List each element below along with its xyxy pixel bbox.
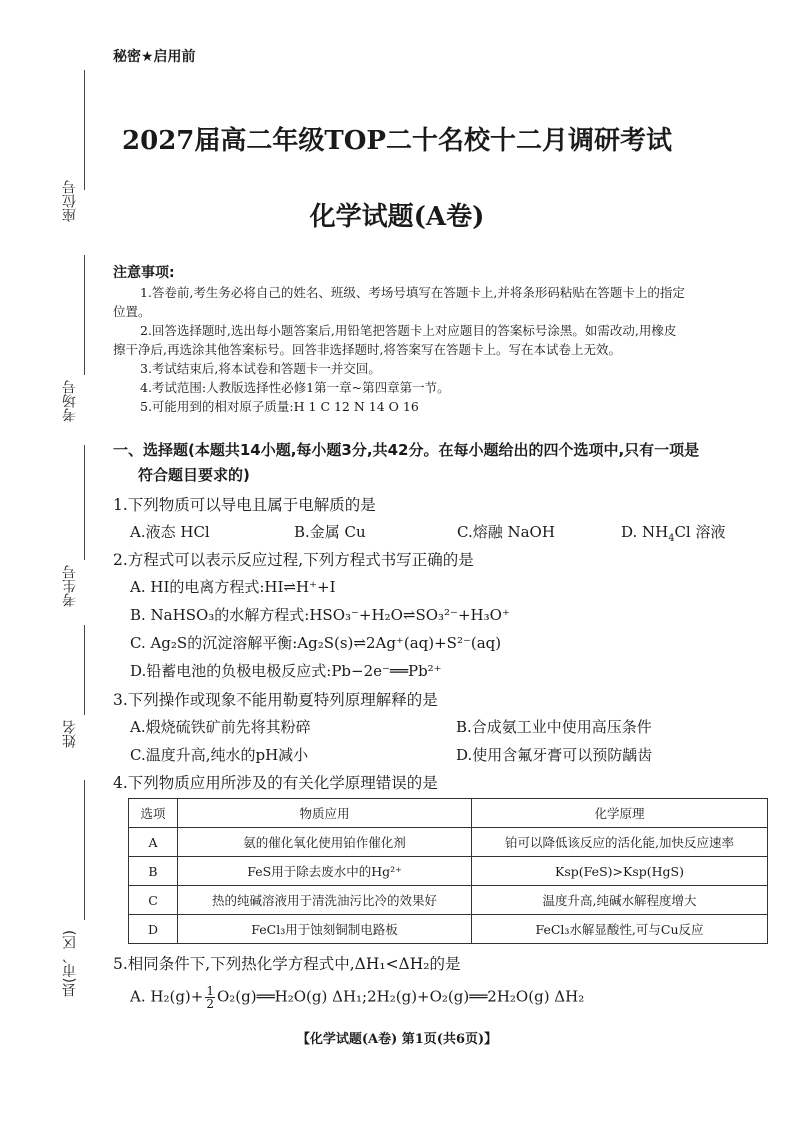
table-cell: 温度升高,纯碱水解程度增大: [472, 886, 768, 915]
q2-option-c: C. Ag₂S的沉淀溶解平衡:Ag₂S(s)⇌2Ag⁺(aq)+S²⁻(aq): [130, 634, 502, 652]
county-label: 县(市、区): [62, 930, 78, 997]
paper-title: 化学试题(A卷): [309, 202, 485, 232]
q1-option-c: C.熔融 NaOH: [457, 523, 555, 541]
q1-option-b: B.金属 Cu: [294, 523, 366, 541]
table-cell: D: [129, 915, 178, 944]
notice-heading: 注意事项:: [113, 265, 175, 281]
q1-option-d: D. $NH_4Cl$ 溶液: [621, 523, 726, 544]
binding-line: [84, 780, 85, 920]
q2-option-d: D.铅蓄电池的负极电极反应式:Pb−2e⁻══Pb²⁺: [130, 662, 442, 680]
table-cell: C: [129, 886, 178, 915]
table-cell: 铂可以降低该反应的活化能,加快反应速率: [472, 828, 768, 857]
q2-option-a: A. HI的电离方程式:HI⇌H⁺+I: [130, 578, 336, 596]
notice-item: 1.答卷前,考生务必将自己的姓名、班级、考场号填写在答题卡上,并将条形码粘贴在答题卡上的指定: [140, 285, 685, 300]
table-cell: 热的纯碱溶液用于清洗油污比冷的效果好: [178, 886, 472, 915]
table-cell: FeS用于除去废水中的Hg²⁺: [178, 857, 472, 886]
question-5-stem: 5.相同条件下,下列热化学方程式中,ΔH₁<ΔH₂的是: [113, 955, 461, 973]
fraction: $\frac{1}{2}$: [206, 984, 214, 1011]
q3-option-c: C.温度升高,纯水的pH减小: [130, 746, 309, 764]
table-header: 化学原理: [472, 799, 768, 828]
notice-item: 位置。: [113, 304, 151, 319]
table-cell: FeCl₃水解显酸性,可与Cu反应: [472, 915, 768, 944]
notice-item: 3.考试结束后,将本试卷和答题卡一并交回。: [140, 361, 381, 376]
name-label: 姓名: [62, 720, 78, 748]
table-cell: 氨的催化氧化使用铂作催化剂: [178, 828, 472, 857]
notice-item: 2.回答选择题时,选出每小题答案后,用铅笔把答题卡上对应题目的答案标号涂黑。如需改动,用橡皮: [140, 323, 677, 338]
notice-item: 5.可能用到的相对原子质量:H 1 C 12 N 14 O 16: [140, 399, 419, 414]
q1-option-a: A.液态 HCl: [130, 523, 210, 541]
question-4-stem: 4.下列物质应用所涉及的有关化学原理错误的是: [113, 774, 438, 792]
q2-option-b: B. NaHSO₃的水解方程式:HSO₃⁻+H₂O⇌SO₃²⁻+H₃O⁺: [130, 606, 510, 624]
page-footer: 【化学试题(A卷) 第1页(共6页)】: [296, 1032, 498, 1047]
table-row: [129, 915, 768, 944]
table-row: [129, 857, 768, 886]
table-header: 物质应用: [178, 799, 472, 828]
binding-line: [84, 445, 85, 560]
notice-item: 4.考试范围:人教版选择性必修1第一章~第四章第一节。: [140, 380, 450, 395]
exam-title: 2027届高二年级TOP二十名校十二月调研考试: [122, 126, 672, 156]
exam-room-label: 考场号: [62, 380, 78, 422]
question-3-stem: 3.下列操作或现象不能用勒夏特列原理解释的是: [113, 691, 438, 709]
binding-line: [84, 625, 85, 715]
section-heading-cont: 符合题目要求的): [138, 466, 250, 484]
secret-label: 秘密★启用前: [113, 49, 196, 65]
table-cell: A: [129, 828, 178, 857]
binding-line: [84, 255, 85, 375]
table-cell: FeCl₃用于蚀刻铜制电路板: [178, 915, 472, 944]
question-1-stem: 1.下列物质可以导电且属于电解质的是: [113, 496, 376, 514]
candidate-number-label: 考生号: [62, 565, 78, 607]
q3-option-b: B.合成氨工业中使用高压条件: [456, 718, 652, 736]
notice-item: 擦干净后,再选涂其他答案标号。回答非选择题时,将答案写在答题卡上。写在本试卷上无效。: [113, 342, 621, 357]
table-header: 选项: [129, 799, 178, 828]
table-header-row: [129, 799, 768, 828]
table-cell: B: [129, 857, 178, 886]
question-2-stem: 2.方程式可以表示反应过程,下列方程式书写正确的是: [113, 551, 474, 569]
table-row: [129, 828, 768, 857]
q3-option-d: D.使用含氟牙膏可以预防龋齿: [456, 746, 653, 764]
table-cell: Ksp(FeS)>Ksp(HgS): [472, 857, 768, 886]
q4-table: [128, 798, 768, 944]
table-row: [129, 886, 768, 915]
seat-number-label: 座位号: [62, 180, 78, 222]
q5-option-a: A. H₂(g)+ $\frac{1}{2}$ O₂(g)══H₂O(g) ΔH₁;2H₂(g)+O₂(g)══2H₂O(g) ΔH₂: [130, 984, 585, 1011]
section-heading: 一、选择题(本题共14小题,每小题3分,共42分。在每小题给出的四个选项中,只有一项是: [113, 441, 700, 459]
q3-option-a: A.煅烧硫铁矿前先将其粉碎: [130, 718, 311, 736]
